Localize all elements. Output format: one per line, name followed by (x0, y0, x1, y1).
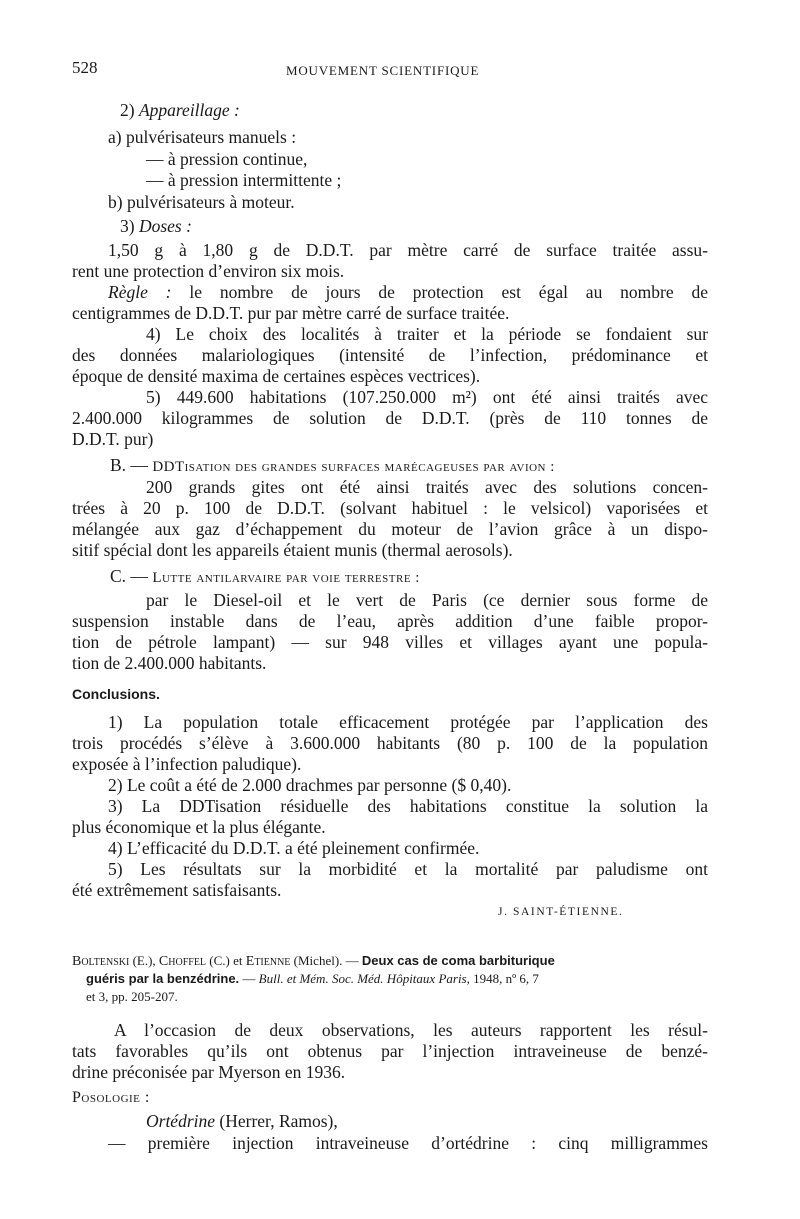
list-item: a) pulvérisateurs manuels : (108, 127, 297, 147)
journal-issue: , 1948, nº 6, 7 (466, 971, 539, 986)
section-heading (120, 216, 756, 237)
running-title: MOUVEMENT SCIENTIFIQUE (286, 63, 480, 78)
author-name: Etienne (245, 954, 291, 969)
text-line: tion de 2.400.000 habitants. (72, 653, 267, 673)
text-line: par le Diesel-oil et le vert de Paris (ce dernier sous forme de (146, 590, 708, 610)
text-line: rent une protection d’environ six mois. (72, 261, 345, 281)
text-line: 5) Les résultats sur la morbidité et la mortalité par paludisme ont (108, 859, 708, 879)
text-line: suspension instable dans de l’eau, après addition d’une faible propor- (72, 611, 708, 631)
article-title: guéris par la benzédrine. (86, 971, 240, 986)
text-line: tion de pétrole lampant) — sur 948 villes et villages ayant une popula- (72, 632, 708, 652)
rule-label: Règle : (108, 282, 172, 302)
text-line: trées à 20 p. 100 de D.D.T. (solvant habituel : le velsicol) vaporisées et (72, 498, 708, 518)
conclusions-heading: Conclusions. (72, 686, 160, 702)
text-line: A l’occasion de deux observations, les auteurs rapportent les résul- (114, 1020, 708, 1040)
section-heading (120, 100, 756, 121)
text-line (146, 1111, 782, 1132)
rule-text: le nombre de jours de protection est égal au nombre de (171, 282, 708, 302)
article-title: Deux cas de coma barbiturique (361, 953, 555, 968)
author-initials: (E.), (129, 953, 159, 968)
text-line: exposée à l’infection paludique). (72, 754, 302, 774)
heading-label: Appareillage : (138, 100, 240, 120)
drug-authors: (Herrer, Ramos), (215, 1111, 338, 1131)
posologie-heading: Posologie : (72, 1089, 150, 1106)
text-line: — première injection intraveineuse d’ortédrine : cinq milligrammes (108, 1133, 708, 1153)
reference-line (72, 952, 708, 970)
text-line: drine préconisée par Myerson en 1936. (72, 1062, 346, 1082)
text-line: 2.400.000 kilogrammes de solution de D.D.T. (près de 110 tonnes de (72, 408, 708, 428)
text-line: époque de densité maxima de certaines espèces vectrices). (72, 366, 481, 386)
heading-prefix: B. — (110, 455, 153, 475)
heading-label: Lutte antilarvaire par voie terrestre : (152, 570, 420, 586)
heading-number: 3) (120, 216, 139, 236)
text-line: été extrêmement satisfaisants. (72, 880, 282, 900)
list-item: — à pression intermittente ; (146, 170, 342, 190)
text-line: 4) L’efficacité du D.D.T. a été pleinement confirmée. (108, 838, 480, 858)
text-line: centigrammes de D.D.T. pur par mètre carré de surface traitée. (72, 303, 510, 323)
author-initials: (C.) et (206, 953, 246, 968)
text-line: 3) La DDTisation résiduelle des habitations constitue la solution la (108, 796, 708, 816)
text-line: D.D.T. pur) (72, 429, 154, 449)
text-line: tats favorables qu’ils ont obtenus par l’injection intraveineuse de benzé- (72, 1041, 708, 1061)
text-line: des données malariologiques (intensité de l’infection, prédominance et (72, 345, 708, 365)
text-line (108, 282, 708, 303)
page-number: 528 (72, 58, 98, 77)
text-line: 4) Le choix des localités à traiter et la période se fondaient sur (146, 324, 708, 344)
author-name: Boltenski (72, 954, 130, 969)
text-line: 5) 449.600 habitations (107.250.000 m²) ont été ainsi traités avec (146, 387, 708, 407)
list-item: — à pression continue, (146, 149, 308, 169)
text-line: 2) Le coût a été de 2.000 drachmes par personne ($ 0,40). (108, 775, 512, 795)
heading-prefix: C. — (110, 566, 153, 586)
reference-line: et 3, pp. 205-207. (86, 989, 178, 1004)
separator: — (239, 971, 259, 986)
text-line: 1) La population totale efficacement protégée par l’application des (108, 712, 708, 732)
author-signature: J. SAINT-ÉTIENNE. (498, 906, 624, 918)
section-heading (110, 455, 746, 478)
text-line: 1,50 g à 1,80 g de D.D.T. par mètre carré de surface traitée assu- (108, 240, 708, 260)
heading-number: 2) (120, 100, 139, 120)
reference-line (86, 970, 722, 987)
text-line: mélangée aux gaz d’échappement du moteur de l’avion grâce à un dispo- (72, 519, 708, 539)
author-initials: (Michel). — (290, 953, 362, 968)
author-name: Choffel (158, 954, 207, 969)
list-item: b) pulvérisateurs à moteur. (108, 192, 295, 212)
text-line: trois procédés s’élève à 3.600.000 habitants (80 p. 100 de la population (72, 733, 708, 753)
text-line: sitif spécial dont les appareils étaient munis (thermal aerosols). (72, 540, 513, 560)
journal-name: Bull. et Mém. Soc. Méd. Hôpitaux Paris (258, 971, 467, 986)
heading-label: DDTisation des grandes surfaces marécageuses par avion : (152, 459, 555, 475)
heading-label: Doses : (138, 216, 192, 236)
drug-name: Ortédrine (146, 1111, 216, 1131)
text-line: 200 grands gites ont été ainsi traités avec des solutions concen- (146, 477, 708, 497)
section-heading (110, 566, 746, 589)
text-line: plus économique et la plus élégante. (72, 817, 326, 837)
